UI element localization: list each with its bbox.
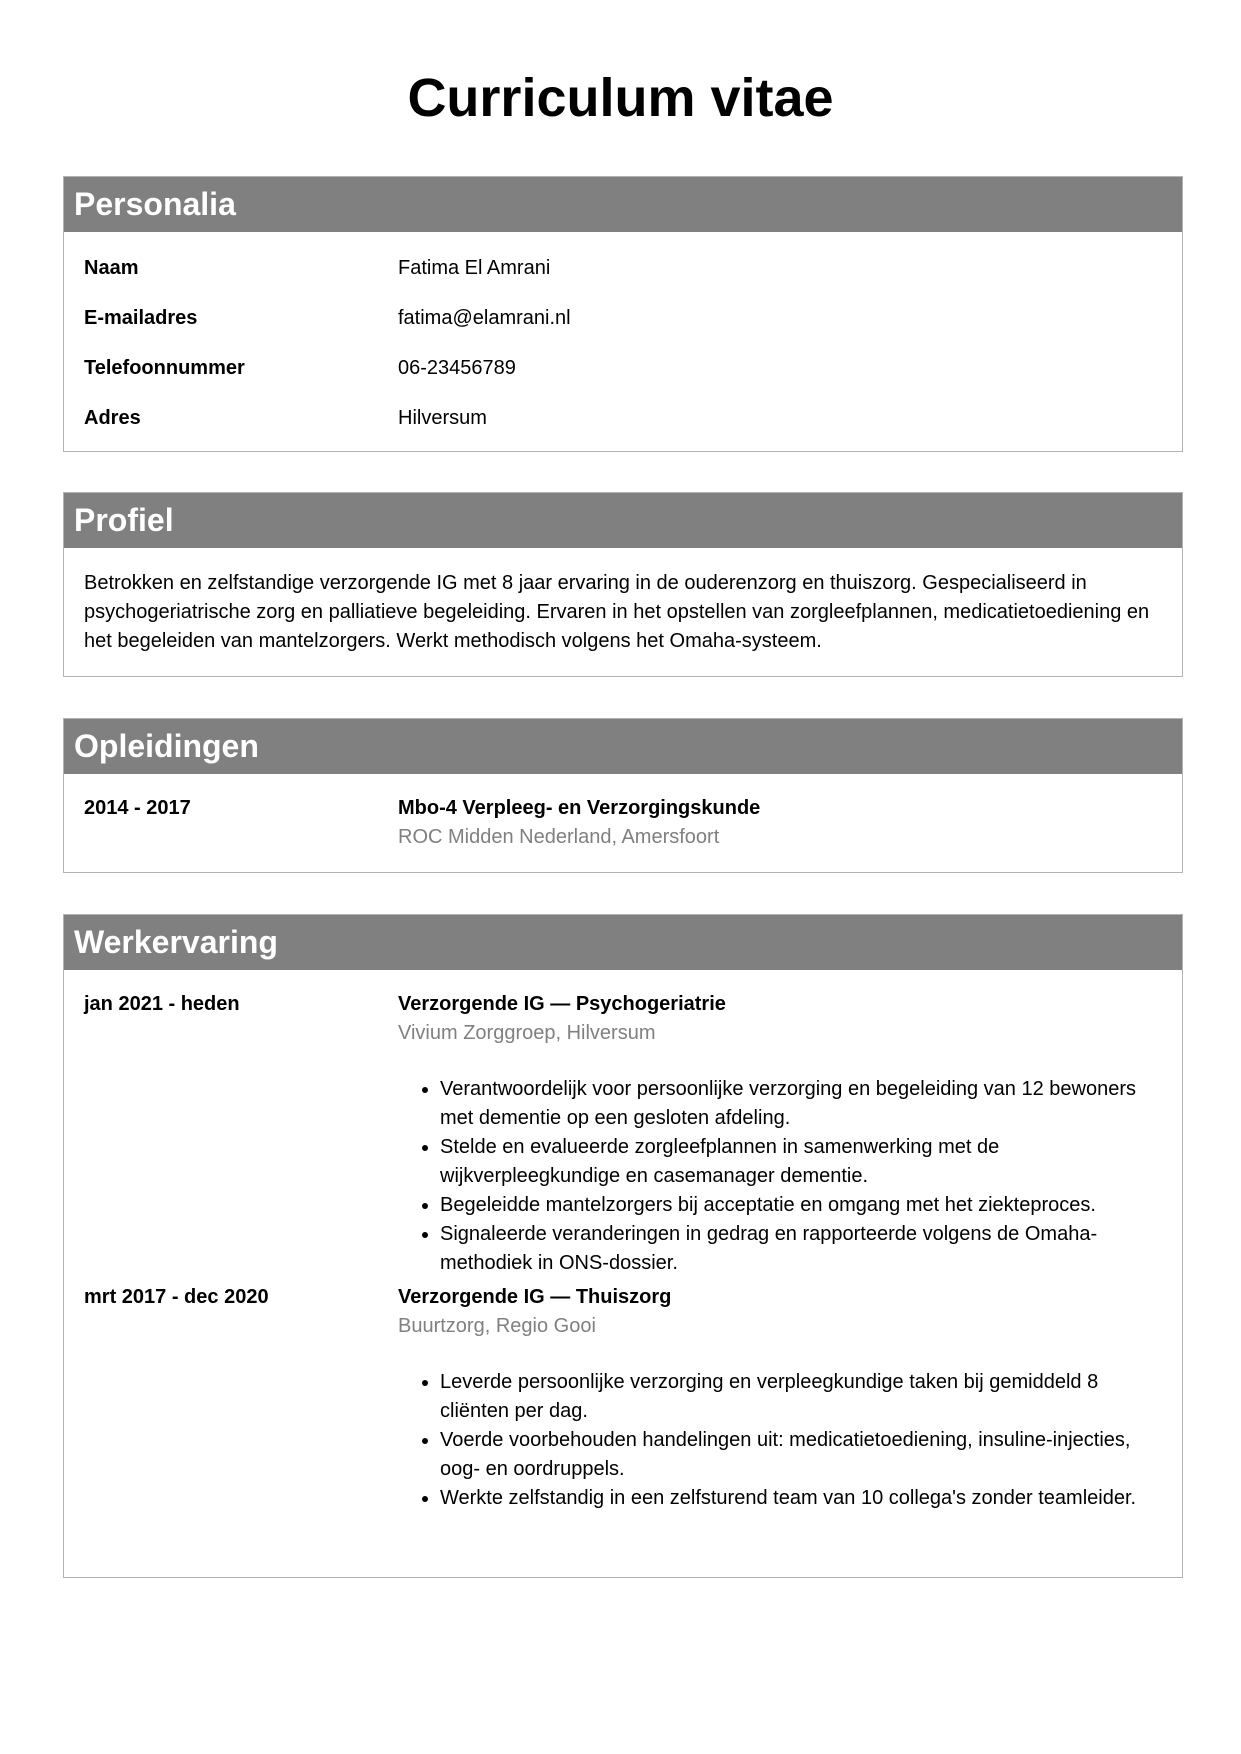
werkervaring-heading: Werkervaring	[64, 915, 1182, 970]
job-entry	[84, 1283, 1162, 1513]
werkervaring-body	[64, 970, 1182, 1513]
job-date: mrt 2017 - dec 2020	[84, 1286, 269, 1308]
profiel-text: Betrokken en zelfstandige verzorgende IG met 8 jaar ervaring in de ouderenzorg en thuiszorg. Gespecialiseerd in psychogeriatrische zorg en palliatieve begeleiding. Ervaren in het opstellen van zorgleefplannen, medicatietoediening en het begeleiden van mantelzorgers. Werkt methodisch volgens het Omaha-systeem.	[84, 572, 1150, 652]
adres-value: Hilversum	[398, 407, 487, 429]
list-item: • Voerde voorbehouden handelingen uit: medicatietoediening, insuline-injecties, oog- en oordruppels.	[440, 1426, 1162, 1484]
education-main	[398, 794, 1162, 852]
list-item: • Werkte zelfstandig in een zelfsturend team van 10 collega's zonder teamleider.	[440, 1484, 1162, 1513]
page-title: Curriculum vitae	[407, 68, 834, 128]
opleidingen-body	[64, 774, 1182, 852]
personalia-section	[63, 176, 1183, 452]
job-title: Verzorgende IG — Thuiszorg	[398, 1286, 672, 1308]
personalia-heading: Personalia	[64, 177, 1182, 232]
personalia-row-email	[84, 306, 1162, 356]
list-item: • Verantwoordelijk voor persoonlijke verzorging en begeleiding van 12 bewoners met dementie op een gesloten afdeling.	[440, 1075, 1162, 1133]
job-main	[398, 990, 1162, 1278]
list-item: • Stelde en evalueerde zorgleefplannen in samenwerking met de wijkverpleegkundige en casemanager dementie.	[440, 1133, 1162, 1191]
job-date: jan 2021 - heden	[84, 993, 240, 1015]
job-entry	[84, 990, 1162, 1278]
opleidingen-heading: Opleidingen	[64, 719, 1182, 774]
naam-label: Naam	[84, 257, 139, 279]
job-tasks-list	[398, 1368, 1162, 1513]
job-employer: Vivium Zorggroep, Hilversum	[398, 1022, 656, 1044]
list-item: • Leverde persoonlijke verzorging en verpleegkundige taken bij gemiddeld 8 cliënten per dag.	[440, 1368, 1162, 1426]
email-label: E-mailadres	[84, 307, 198, 329]
job-tasks-list	[398, 1075, 1162, 1278]
werkervaring-section	[63, 914, 1183, 1578]
education-title: Mbo-4 Verpleeg- en Verzorgingskunde	[398, 797, 761, 819]
opleidingen-section	[63, 718, 1183, 873]
email-value: fatima@elamrani.nl	[398, 307, 571, 329]
profiel-section	[63, 492, 1183, 677]
profiel-heading: Profiel	[64, 493, 1182, 548]
personalia-row-naam	[84, 256, 1162, 306]
job-employer: Buurtzorg, Regio Gooi	[398, 1315, 596, 1337]
telefoon-label: Telefoonnummer	[84, 357, 245, 379]
telefoon-value: 06-23456789	[398, 357, 516, 379]
naam-value: Fatima El Amrani	[398, 257, 551, 279]
list-item: • Signaleerde veranderingen in gedrag en rapporteerde volgens de Omaha-methodiek in ONS-dossier.	[440, 1220, 1162, 1278]
job-main	[398, 1283, 1162, 1513]
list-item: • Begeleidde mantelzorgers bij acceptatie en omgang met het ziekteproces.	[440, 1191, 1162, 1220]
education-institution: ROC Midden Nederland, Amersfoort	[398, 826, 720, 848]
personalia-row-telefoon	[84, 356, 1162, 406]
adres-label: Adres	[84, 407, 141, 429]
personalia-body	[64, 232, 1182, 456]
job-title: Verzorgende IG — Psychogeriatrie	[398, 993, 726, 1015]
education-entry	[84, 794, 1162, 852]
education-date: 2014 - 2017	[84, 797, 191, 819]
personalia-row-adres	[84, 406, 1162, 456]
